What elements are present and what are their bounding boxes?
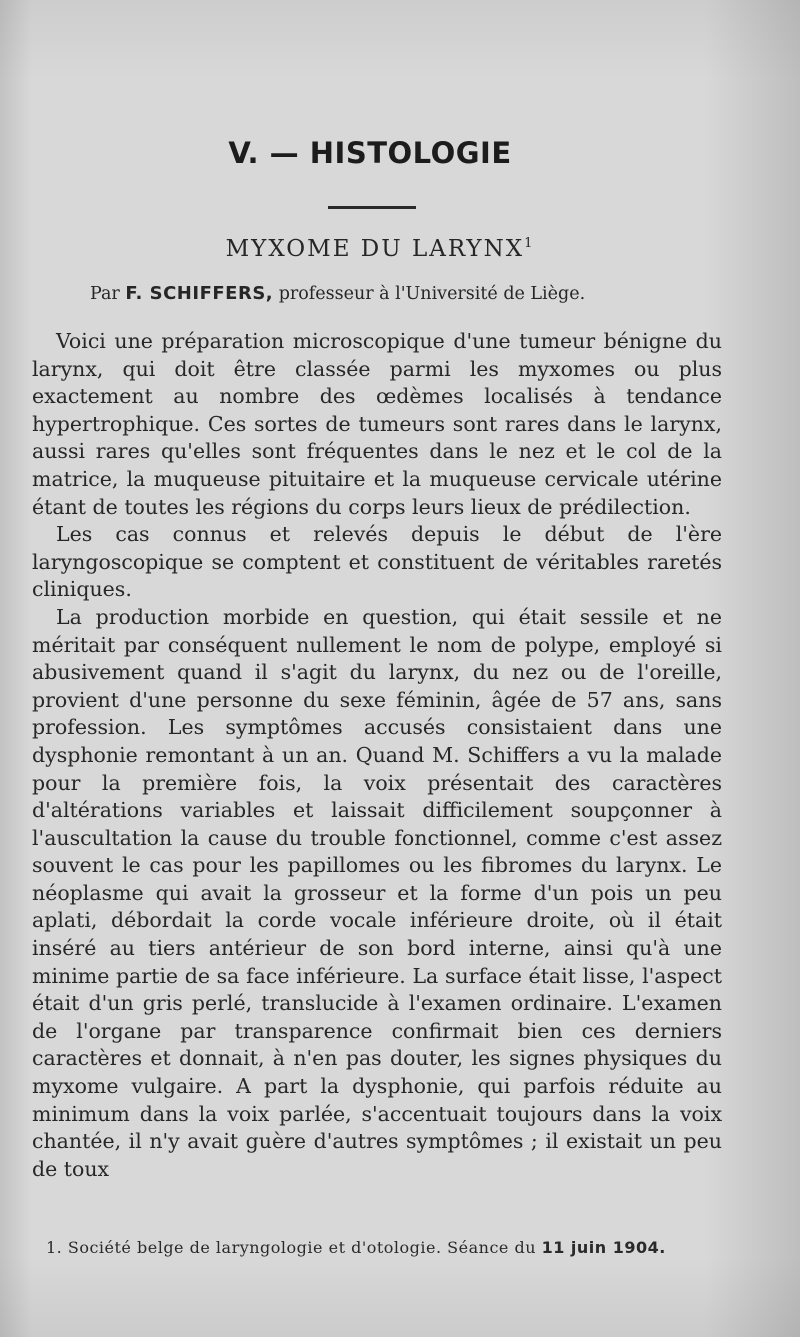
paragraph: La production morbide en question, qui était sessile et ne méritait par conséquent nullement le nom de polype, employé si abusivement quand il s'agit du larynx, du nez ou de l'oreille, provient d'une personne du sexe féminin, âgée de 57 ans, sans profession. Les symptômes accusés consistaient dans une dysphonie remontant à un an. Quand M. Schiffers a vu la malade pour la première fois, la voix présentait des caractères d'altérations variables et laissait difficilement soupçonner à l'auscultation la cause du trouble fonctionnel, comme c'est assez souvent le cas pour les papillomes ou les fibromes du larynx. Le néoplasme qui avait la grosseur et la forme d'un pois un peu aplati, débordait la corde vocale inférieure droite, où il était inséré au tiers antérieur de son bord interne, ainsi qu'à une minime partie de sa face inférieure. La surface était lisse, l'aspect était d'un gris perlé, translucide à l'examen ordinaire. L'examen de l'organe par transparence confirmait bien ces derniers caractères et donnait, à n'en pas douter, les signes physiques du myxome vulgaire. A part la dysphonie, qui parfois réduite au minimum dans la voix parlée, s'accentuait toujours dans la voix chantée, il n'y avait guère d'autres symptômes ; il existait un peu de toux [32,604,722,1181]
footnote-text: Société belge de laryngologie et d'otologie. Séance du [67,1238,536,1257]
footnote-marker: 1 [524,236,535,251]
byline-prefix: Par [90,284,120,304]
byline [90,283,585,304]
paragraph: Voici une préparation microscopique d'une tumeur bénigne du larynx, qui doit être classée parmi les myxomes ou plus exactement au nombre des œdèmes localisés à tendance hypertrophique. Ces sortes de tumeurs sont rares dans le larynx, aussi rares qu'elles sont fréquentes dans le nez et le col de la matrice, la muqueuse pituitaire et la muqueuse cervicale utérine étant de toutes les régions du corps leurs lieux de prédilection. [32,329,722,519]
paragraph: Les cas connus et relevés depuis le début de l'ère laryngoscopique se comptent et constituent de véritables raretés cliniques. [32,522,722,602]
article-title [0,236,760,262]
footnote-number: 1. [46,1238,63,1257]
footnote-date: 11 juin 1904. [541,1238,666,1257]
byline-affiliation: professeur à l'Université de Liège. [278,284,586,304]
article-body [32,328,722,1183]
footnote [46,1238,726,1257]
article-title-text: MYXOME DU LARYNX [225,236,525,262]
byline-author: F. SCHIFFERS, [125,283,274,304]
section-title: V. — HISTOLOGIE [228,136,512,170]
title-divider [328,206,416,209]
